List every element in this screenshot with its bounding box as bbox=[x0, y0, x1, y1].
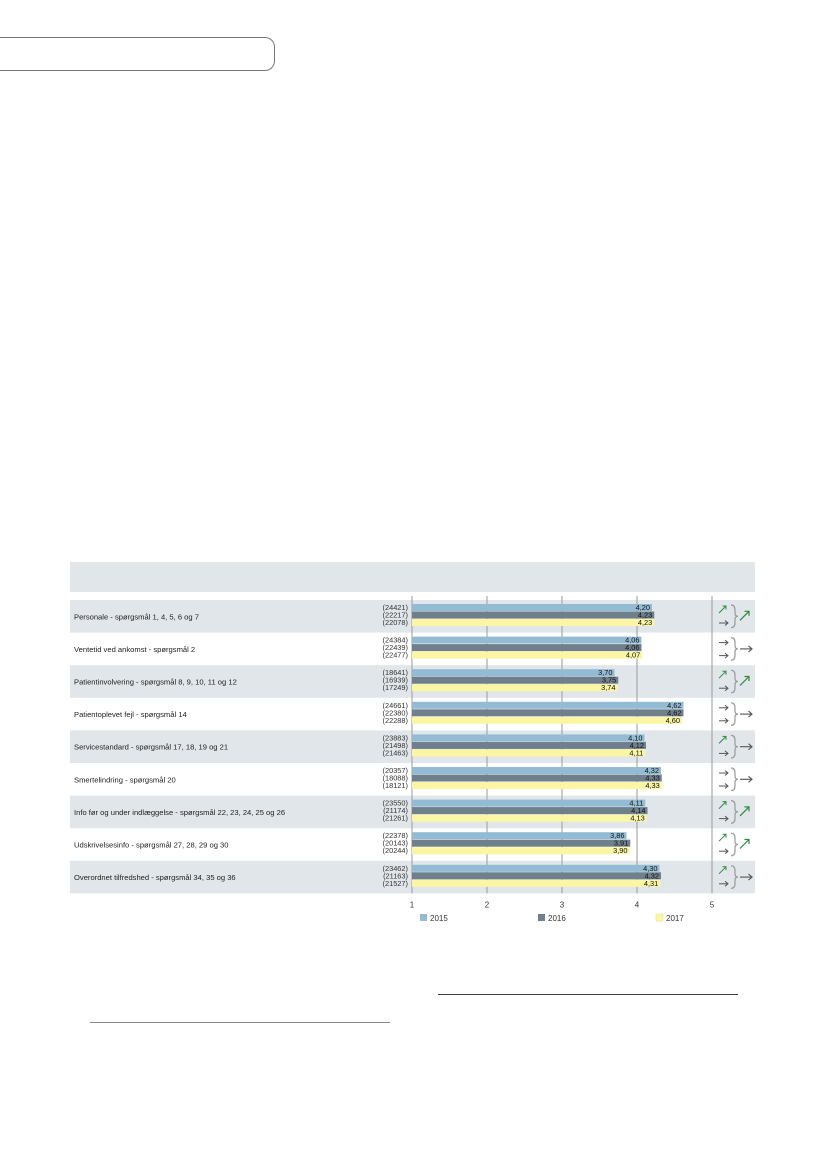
value-label: 4,12 bbox=[629, 740, 644, 750]
bar bbox=[412, 612, 654, 619]
legend-label: 2016 bbox=[548, 914, 566, 923]
value-label: 4,06 bbox=[625, 635, 640, 645]
count-label: (22380) bbox=[382, 708, 408, 718]
count-label: (18088) bbox=[382, 773, 408, 783]
value-label: 4,13 bbox=[630, 813, 645, 823]
value-label: 3,75 bbox=[601, 675, 617, 685]
bar bbox=[412, 847, 630, 854]
bar bbox=[412, 604, 652, 611]
count-label: (21498) bbox=[382, 740, 408, 750]
bar bbox=[412, 652, 642, 659]
category-label: Udskrivelsesinfo - spørgsmål 27, 28, 29 og 30 bbox=[74, 840, 229, 850]
category-label: Smertelindring - spørgsmål 20 bbox=[74, 775, 176, 785]
bar bbox=[412, 865, 660, 872]
summary-up-arrow-icon bbox=[740, 840, 749, 849]
bar bbox=[412, 677, 618, 684]
value-label: 4,60 bbox=[665, 715, 680, 725]
bar bbox=[412, 637, 642, 644]
category-label: Info før og under indlæggelse - spørgsmål 22, 23, 24, 25 og 26 bbox=[74, 807, 286, 817]
legend-swatch bbox=[538, 914, 545, 921]
bar bbox=[412, 880, 660, 887]
bar bbox=[412, 807, 648, 814]
value-label: 3,70 bbox=[598, 668, 613, 678]
value-label: 4,62 bbox=[667, 700, 682, 710]
x-tick-label: 4 bbox=[634, 900, 640, 910]
bar bbox=[412, 619, 654, 626]
brace-icon bbox=[731, 833, 738, 856]
count-label: (16939) bbox=[382, 675, 408, 685]
bar bbox=[412, 832, 627, 839]
count-label: (21463) bbox=[382, 748, 408, 758]
x-tick-label: 3 bbox=[559, 900, 565, 910]
bar bbox=[412, 709, 684, 716]
category-label: Patientinvolvering - spørgsmål 8, 9, 10, 11 og 12 bbox=[74, 677, 237, 687]
count-label: (22378) bbox=[382, 831, 408, 841]
bar bbox=[412, 775, 662, 782]
count-label: (21174) bbox=[383, 806, 408, 816]
bar bbox=[412, 702, 684, 709]
count-label: (24421) bbox=[382, 603, 408, 612]
value-label: 4,32 bbox=[644, 871, 659, 881]
value-label: 3,86 bbox=[610, 831, 625, 841]
value-label: 3,91 bbox=[613, 838, 629, 848]
bar bbox=[412, 644, 642, 651]
value-label: 4,07 bbox=[625, 650, 641, 660]
bar bbox=[412, 684, 618, 691]
value-label: 4,10 bbox=[628, 733, 643, 743]
value-label: 4,30 bbox=[643, 863, 658, 873]
value-label: 4,11 bbox=[629, 798, 644, 808]
bar bbox=[412, 669, 615, 676]
value-label: 4,31 bbox=[643, 878, 659, 888]
legend-label: 2017 bbox=[666, 914, 684, 923]
legend-swatch bbox=[420, 914, 427, 921]
value-label: 3,74 bbox=[601, 683, 616, 693]
count-label: (21163) bbox=[383, 871, 408, 881]
count-label: (20357) bbox=[382, 766, 408, 775]
bar bbox=[412, 749, 645, 756]
count-label: (21527) bbox=[382, 878, 408, 888]
count-label: (18641) bbox=[382, 668, 408, 678]
brace-icon bbox=[731, 703, 738, 726]
value-label: 4,06 bbox=[625, 643, 640, 653]
count-label: (17249) bbox=[382, 683, 408, 693]
count-label: (24384) bbox=[382, 635, 408, 645]
value-label: 4,23 bbox=[637, 610, 653, 620]
trend-up-arrow-icon bbox=[719, 834, 726, 841]
category-label: Ventetid ved ankomst - spørgsmål 2 bbox=[74, 644, 196, 654]
category-label: Overordnet tilfredshed - spørgsmål 34, 35 og 36 bbox=[74, 873, 236, 883]
count-label: (20143) bbox=[382, 838, 408, 848]
count-label: (23550) bbox=[382, 798, 408, 808]
value-label: 4,62 bbox=[667, 708, 682, 718]
x-tick-label: 5 bbox=[709, 900, 715, 910]
count-label: (20244) bbox=[382, 846, 408, 856]
value-label: 4,14 bbox=[631, 806, 646, 816]
bar bbox=[412, 717, 682, 724]
x-tick-label: 1 bbox=[409, 900, 415, 910]
brace-icon bbox=[731, 638, 738, 661]
count-label: (24661) bbox=[382, 700, 408, 710]
brace-icon bbox=[731, 768, 738, 791]
bar bbox=[412, 815, 647, 822]
bar bbox=[412, 800, 645, 807]
bar bbox=[412, 767, 661, 774]
value-label: 4,32 bbox=[644, 766, 659, 775]
category-label: Servicestandard - spørgsmål 17, 18, 19 og 21 bbox=[74, 742, 229, 752]
count-label: (22439) bbox=[382, 643, 408, 653]
category-label: Personale - spørgsmål 1, 4, 5, 6 og 7 bbox=[74, 612, 199, 622]
legend-swatch bbox=[656, 914, 663, 921]
count-label: (18121) bbox=[382, 781, 408, 790]
value-label: 4,33 bbox=[645, 773, 660, 783]
value-label: 4,20 bbox=[635, 603, 650, 612]
value-label: 3,90 bbox=[613, 846, 628, 856]
count-label: (21261) bbox=[382, 813, 408, 823]
count-label: (23462) bbox=[382, 863, 408, 873]
count-label: (22078) bbox=[382, 618, 408, 627]
value-label: 4,33 bbox=[645, 781, 660, 790]
count-label: (22288) bbox=[382, 715, 408, 725]
bar bbox=[412, 840, 630, 847]
value-label: 4,23 bbox=[637, 618, 653, 627]
category-label: Patientoplevet fejl - spørgsmål 14 bbox=[74, 710, 187, 720]
legend-label: 2015 bbox=[430, 914, 448, 923]
x-tick-label: 2 bbox=[484, 900, 490, 910]
value-label: 4,11 bbox=[629, 748, 644, 758]
bar bbox=[412, 742, 646, 749]
bar bbox=[412, 872, 661, 879]
count-label: (22217) bbox=[382, 610, 408, 620]
footnote-rule-2 bbox=[90, 1022, 390, 1023]
bar bbox=[412, 782, 662, 789]
footnote-rule bbox=[438, 994, 738, 995]
count-label: (23883) bbox=[382, 733, 408, 743]
count-label: (22477) bbox=[382, 650, 408, 660]
bar bbox=[412, 734, 645, 741]
